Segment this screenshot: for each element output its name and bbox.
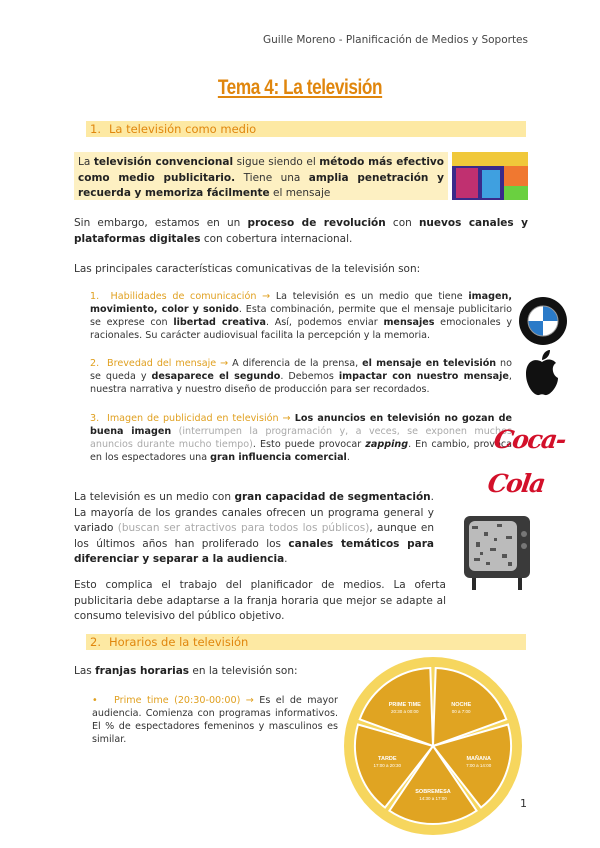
text: emocionales y racionales. Su carácter audiovisual facilita la percepción y la memoria. bbox=[90, 317, 513, 341]
bold-text: televisión convencional bbox=[93, 156, 234, 168]
section-number: 2. bbox=[90, 635, 101, 649]
tv-screenshot-image bbox=[452, 152, 528, 200]
bold-text: desaparece el segundo bbox=[151, 371, 281, 382]
wheel-slot-time: 00 a 7:00 bbox=[451, 709, 471, 715]
gray-aside: (buscan ser atractivos para todos los públicos) bbox=[117, 522, 370, 534]
wheel-slot-time: 17:00 a 20:30 bbox=[373, 762, 402, 768]
bold-text: imagen, movimiento, color y sonido bbox=[90, 291, 512, 315]
bullet-label: Prime time (20:30-00:00) → bbox=[114, 695, 254, 706]
text: . La mayoría de los grandes canales ofrecen un programa general y variado bbox=[74, 491, 434, 534]
bold-text: mensajes bbox=[383, 317, 435, 328]
list-label: Imagen de publicidad en televisión → bbox=[107, 413, 291, 424]
wheel-slot-name: PRIME TIME bbox=[388, 702, 421, 709]
paragraph-segmentation bbox=[74, 490, 434, 568]
list-label: Habilidades de comunicación → bbox=[110, 291, 271, 302]
text: La bbox=[78, 156, 94, 168]
text: con bbox=[385, 217, 419, 229]
page-header: Guille Moreno - Planificación de Medios y Soportes bbox=[263, 34, 528, 46]
text: A diferencia de la prensa, bbox=[228, 358, 363, 369]
wheel-slot-time: 14:30 a 17:00 bbox=[419, 796, 447, 801]
text: La televisión es un medio con bbox=[74, 491, 235, 503]
text: La televisión es un medio que tiene bbox=[270, 291, 469, 302]
list-item-3 bbox=[90, 412, 512, 464]
text: no se queda y bbox=[90, 358, 513, 382]
text: . bbox=[284, 553, 288, 565]
section-heading-1 bbox=[86, 121, 526, 137]
bold-text: método más efectivo como medio publicitario. bbox=[78, 156, 444, 184]
text: Sin embargo, estamos en un bbox=[74, 217, 248, 229]
bold-text: amplia penetración y recuerda y memoriza fácilmente bbox=[78, 171, 444, 199]
bold-text: libertad creativa bbox=[173, 317, 266, 328]
text: . bbox=[346, 452, 350, 463]
list-number: 3. bbox=[90, 413, 100, 424]
paragraph-characteristics-intro: Las principales características comunicativas de la televisión son: bbox=[74, 263, 421, 275]
bold-text: gran capacidad de segmentación bbox=[234, 491, 431, 503]
text: en la televisión son: bbox=[189, 665, 298, 677]
paragraph-revolution bbox=[74, 216, 528, 247]
text: , aunque en los últimos años han proliferado los bbox=[74, 522, 434, 550]
retro-tv-image bbox=[462, 512, 532, 592]
text: Las bbox=[74, 665, 96, 677]
text: . Así, podemos enviar bbox=[265, 317, 384, 328]
bullet-dot: • bbox=[92, 695, 98, 706]
coca-cola-wordmark: Coca-Cola bbox=[485, 425, 567, 498]
wheel-slot-name: MAÑANA bbox=[466, 755, 491, 762]
bold-italic-text: zapping bbox=[365, 439, 409, 450]
coca-cola-logo bbox=[485, 418, 597, 498]
highlight-callout bbox=[74, 152, 448, 200]
section-label: Horarios de la televisión bbox=[108, 635, 249, 649]
bold-text: franjas horarias bbox=[95, 665, 190, 677]
gray-aside: (interrumpen la programación y, a veces, se exponen muchos anuncios durante mucho tiempo) bbox=[90, 426, 512, 450]
text: Es el de mayor audiencia. Comienza con programas informativos. El % de espectadores femeninos y masculinos es similar. bbox=[92, 695, 338, 745]
bold-text: canales temáticos para diferenciar y separar a la audiencia bbox=[74, 537, 434, 565]
list-label: Brevedad del mensaje → bbox=[107, 358, 229, 369]
text: . Esta combinación, permite que el mensaje publicitario se exprese con bbox=[90, 304, 512, 328]
bold-text: Los anuncios en televisión no gozan de buena imagen bbox=[90, 413, 512, 437]
section-number: 1. bbox=[90, 122, 101, 136]
bold-text: impactar con nuestro mensaje bbox=[338, 371, 509, 382]
text: Tiene una bbox=[235, 171, 309, 184]
wheel-slot-time: 20:30 a 00:00 bbox=[391, 709, 419, 715]
wheel-slot-time: 7:00 a 14:00 bbox=[466, 762, 492, 768]
text: . Debemos bbox=[280, 371, 339, 382]
paragraph-planner: Esto complica el trabajo del planificador de medios. La oferta publicitaria debe adaptarse a la franja horaria que mejor se adapte al consumo televisivo del público objetivo. bbox=[74, 579, 446, 622]
page-title: Tema 4: La televisión bbox=[217, 76, 383, 99]
text: , nuestra narrativa y nuestro diseño de producción para ser recordados. bbox=[90, 371, 512, 395]
text: . Esto puede provocar bbox=[252, 439, 366, 450]
text: con cobertura internacional. bbox=[200, 232, 353, 245]
bold-text: proceso de revolución bbox=[247, 217, 386, 229]
text: el mensaje bbox=[269, 187, 331, 199]
list-number: 1. bbox=[90, 291, 100, 302]
bold-text: nuevos canales y plataformas digitales bbox=[74, 217, 528, 245]
bold-text: el mensaje en televisión bbox=[362, 358, 497, 369]
bold-text: gran influencia comercial bbox=[210, 452, 347, 463]
time-slot-wheel bbox=[342, 655, 524, 837]
wheel-slot-name: TARDE bbox=[378, 755, 397, 762]
page-number: 1 bbox=[520, 797, 527, 810]
list-item-2 bbox=[90, 357, 512, 396]
text: . En cambio, provoca en los espectadores una bbox=[90, 439, 513, 463]
wheel-slot-name: NOCHE bbox=[451, 702, 472, 709]
wheel-slot-name: SOBREMESA bbox=[415, 789, 451, 795]
text: sigue siendo el bbox=[233, 156, 320, 168]
section-label: La televisión como medio bbox=[108, 122, 257, 136]
list-item-1 bbox=[90, 290, 512, 342]
list-number: 2. bbox=[90, 358, 100, 369]
apple-logo bbox=[520, 348, 564, 398]
bmw-logo bbox=[518, 296, 568, 346]
bullet-prime-time bbox=[92, 694, 338, 746]
section-heading-2 bbox=[86, 634, 526, 650]
